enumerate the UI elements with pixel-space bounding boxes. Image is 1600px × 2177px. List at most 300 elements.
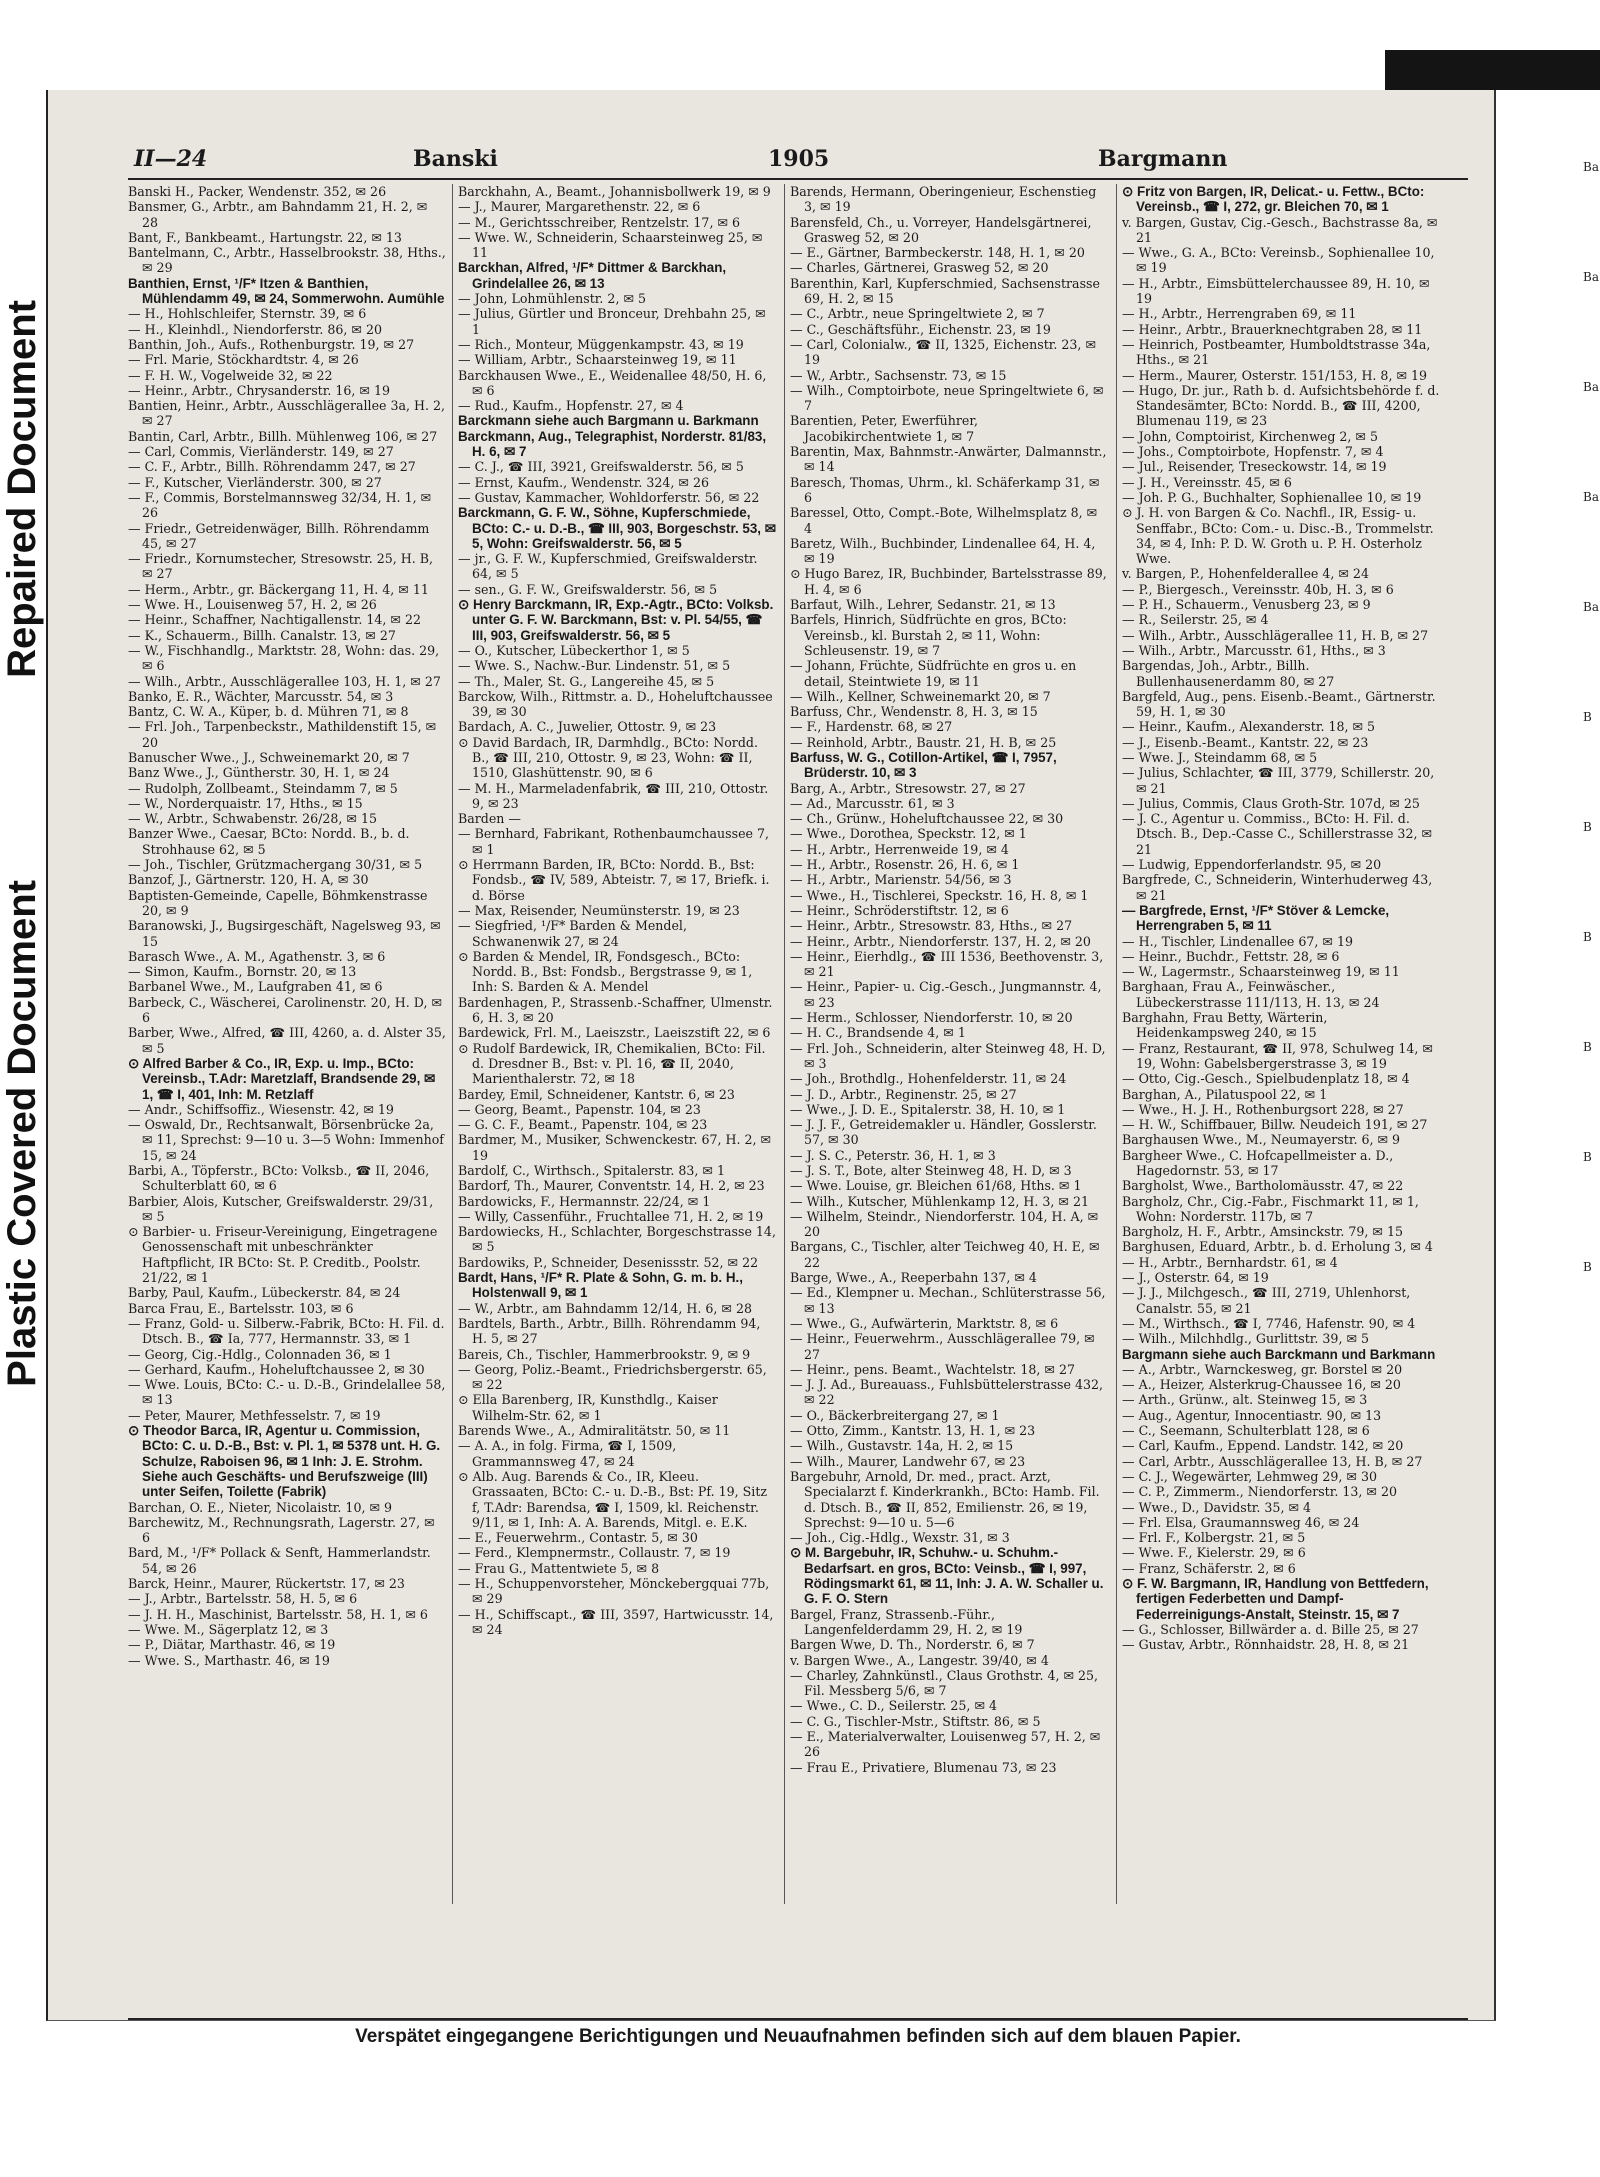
- directory-entry: — William, Arbtr., Schaarsteinweg 19, ✉ 11: [458, 352, 737, 368]
- directory-entry: Banski H., Packer, Wendenstr. 352, ✉ 26: [128, 184, 387, 199]
- directory-entry: — Joh., Brothdlg., Hohenfelderstr. 11, ✉ 24: [790, 1071, 1067, 1087]
- directory-entry: ⊙ Herrmann Barden, IR, BCto: Nordd. B., Bst: Fondsb., ☎ IV, 589, Abteistr. 7, ✉ 17, Briefk. i. d. Börse: [458, 857, 770, 903]
- directory-entry: — Wwe., H. J. H., Rothenburgsort 228, ✉ 27: [1122, 1101, 1404, 1117]
- directory-entry: — J. J. Ad., Bureauass., Fuhlsbüttelerstrasse 432, ✉ 22: [790, 1377, 1103, 1408]
- directory-entry: Baptisten-Gemeinde, Capelle, Böhmkenstrasse 20, ✉ 9: [128, 887, 428, 918]
- next-page-margin: [1505, 140, 1600, 2040]
- directory-entry: — P., Diätar, Marthastr. 46, ✉ 19: [128, 1637, 336, 1653]
- directory-entry: — Ernst, Kaufm., Wendenstr. 324, ✉ 26: [458, 474, 709, 490]
- directory-entry: — Heinr., pens. Beamt., Wachtelstr. 18, ✉ 27: [790, 1361, 1075, 1377]
- directory-entry: — H., Arbtr., Bernhardstr. 61, ✉ 4: [1122, 1254, 1338, 1270]
- directory-entry: Bargholz, H. F., Arbtr., Amsinckstr. 79, ✉ 15: [1122, 1224, 1403, 1240]
- directory-entry: — W., Arbtr., Schwabenstr. 26/28, ✉ 15: [128, 811, 377, 827]
- directory-entry: — Andr., Schiffsoffiz., Wiesenstr. 42, ✉ 19: [128, 1101, 394, 1117]
- directory-entry: Bargholst, Wwe., Bartholomäusstr. 47, ✉ 22: [1122, 1178, 1404, 1194]
- directory-entry: — Frl. F., Kolbergstr. 21, ✉ 5: [1122, 1530, 1306, 1546]
- directory-entry: — H., Arbtr., Herrengraben 69, ✉ 11: [1122, 306, 1357, 322]
- directory-entry: — Franz, Gold- u. Silberw.-Fabrik, BCto: H. Fil. d. Dtsch. B., ☎ Ia, 777, Hermannstr. 33, ✉ 1: [128, 1315, 445, 1347]
- directory-entry: Barghahn, Frau Betty, Wärterin, Heidenkampsweg 240, ✉ 15: [1122, 1010, 1328, 1041]
- directory-entry: — O., Bäckerbreitergang 27, ✉ 1: [790, 1407, 1000, 1423]
- directory-entry: — Wwe., J. D. E., Spitalerstr. 38, H. 10, ✉ 1: [790, 1101, 1066, 1117]
- directory-entry: Barck, Heinr., Maurer, Rückertstr. 17, ✉ 23: [128, 1576, 405, 1592]
- header-first-name: Banski: [413, 146, 498, 172]
- directory-entry: — Franz, Restaurant, ☎ II, 978, Schulweg 14, ✉ 19, Wohn: Gabelsbergerstrasse 3, ✉ 19: [1122, 1040, 1433, 1071]
- directory-entry: ⊙ Alb. Aug. Barends & Co., IR, Kleeu. Grassaaten, BCto: C.- u. D.-B., Bst: Pf. 19, Sitz f, T.Adr: Barendsa, ☎ I, 1509, kl. Reichenstr. 9/11, ✉ 1, Inh: A. A. Barends, Mitgl. e. E.K.: [458, 1468, 768, 1530]
- directory-entry: Banthien, Ernst, ¹/F* Itzen & Banthien, Mühlendamm 49, ✉ 24, Sommerwohn. Aumühle: [128, 275, 445, 307]
- directory-entry: — Georg, Beamt., Papenstr. 104, ✉ 23: [458, 1101, 701, 1117]
- directory-entry: — F., Kutscher, Vierländerstr. 300, ✉ 27: [128, 474, 382, 490]
- directory-entry: Barber, Wwe., Alfred, ☎ III, 4260, a. d. Alster 35, ✉ 5: [128, 1025, 446, 1056]
- directory-entry: — Jul., Reisender, Treseckowstr. 14, ✉ 19: [1122, 459, 1387, 475]
- directory-entry: — Wwe., H., Tischlerei, Speckstr. 16, H. 8, ✉ 1: [790, 887, 1089, 903]
- directory-entry: Bantien, Heinr., Arbtr., Ausschlägerallee 3a, H. 2, ✉ 27: [128, 398, 446, 429]
- directory-entry: — Aug., Agentur, Innocentiastr. 90, ✉ 13: [1122, 1407, 1382, 1423]
- directory-entry: — Wwe. W., Schneiderin, Schaarsteinweg 25, ✉ 11: [458, 229, 763, 261]
- directory-entry: Barentin, Max, Bahnmstr.-Anwärter, Dalmannstr., ✉ 14: [790, 444, 1107, 475]
- directory-entry: — C. J., Wegewärter, Lehmweg 29, ✉ 30: [1122, 1468, 1377, 1484]
- directory-entry: — Wilh., Gustavstr. 14a, H. 2, ✉ 15: [790, 1438, 1014, 1454]
- directory-entry: — H., Arbtr., Marienstr. 54/56, ✉ 3: [790, 872, 1012, 888]
- directory-entry: Banko, E. R., Wächter, Marcusstr. 54, ✉ 3: [128, 688, 394, 704]
- directory-entry: v. Bargen Wwe., A., Langestr. 39/40, ✉ 4: [790, 1652, 1049, 1668]
- directory-entry: — H., Hohlschleifer, Sternstr. 39, ✉ 6: [128, 306, 367, 322]
- side-label-strip: [0, 280, 46, 1930]
- directory-entry: Barenthin, Karl, Kupferschmied, Sachsenstrasse 69, H. 2, ✉ 15: [790, 275, 1100, 307]
- directory-entry: — F. H. W., Vogelweide 32, ✉ 22: [128, 367, 333, 383]
- directory-entry: — F., Commis, Borstelmannsweg 32/34, H. 1, ✉ 26: [128, 489, 432, 521]
- directory-entry: Barghusen, Eduard, Arbtr., b. d. Erholung 3, ✉ 4: [1122, 1239, 1433, 1255]
- page-header: [128, 138, 1468, 180]
- directory-entry: — Carl, Commis, Vierländerstr. 149, ✉ 27: [128, 444, 394, 460]
- directory-entry: — H., Arbtr., Eimsbüttelerchaussee 89, H. 10, ✉ 19: [1122, 275, 1430, 307]
- directory-entry: — Ludwig, Eppendorferlandstr. 95, ✉ 20: [1122, 857, 1382, 873]
- directory-entry: — Georg, Cig.-Hdlg., Colonnaden 36, ✉ 1: [128, 1346, 392, 1362]
- directory-page: [46, 90, 1496, 2047]
- directory-entry: — Herm., Maurer, Osterstr. 151/153, H. 8, ✉ 19: [1122, 367, 1428, 383]
- directory-entry: — Wilh., Kutscher, Mühlenkamp 12, H. 3, ✉ 21: [790, 1193, 1089, 1209]
- directory-entry: — Julius, Commis, Claus Groth-Str. 107d, ✉ 25: [1122, 795, 1420, 811]
- directory-entry: Barge, Wwe., A., Reeperbahn 137, ✉ 4: [790, 1270, 1037, 1286]
- directory-entry: — Wwe., D., Davidstr. 35, ✉ 4: [1122, 1499, 1312, 1515]
- directory-entry: Barchewitz, M., Rechnungsrath, Lagerstr. 27, ✉ 6: [128, 1514, 435, 1546]
- directory-entry: — Frl. Joh., Tarpenbeckstr., Mathildenstift 15, ✉ 20: [128, 719, 437, 750]
- directory-entry: Barbanel Wwe., M., Laufgraben 41, ✉ 6: [128, 979, 383, 995]
- directory-entry: Barensfeld, Ch., u. Vorreyer, Handelsgärtnerei, Grasweg 52, ✉ 20: [790, 214, 1092, 245]
- directory-entry: — Frl. Marie, Stöckhardtstr. 4, ✉ 26: [128, 352, 359, 368]
- directory-entry: — Ch., Grünw., Hoheluftchaussee 22, ✉ 30: [790, 811, 1064, 827]
- directory-entry: — Wwe. F., Kielerstr. 29, ✉ 6: [1122, 1545, 1306, 1561]
- directory-entry: Barghausen Wwe., M., Neumayerstr. 6, ✉ 9: [1122, 1132, 1401, 1148]
- directory-entry: — J. J., Milchgesch., ☎ III, 2719, Uhlenhorst, Canalstr. 55, ✉ 21: [1122, 1285, 1411, 1316]
- directory-entry: Bargheer Wwe., C. Hofcapellmeister a. D., Hagedornstr. 53, ✉ 17: [1122, 1147, 1394, 1178]
- directory-entry: Bardtels, Barth., Arbtr., Billh. Röhrendamm 94, H. 5, ✉ 27: [458, 1315, 761, 1347]
- directory-entry: — Wwe. S., Marthastr. 46, ✉ 19: [128, 1652, 330, 1668]
- directory-entry: — Friedr., Getreidenwäger, Billh. Röhrendamm 45, ✉ 27: [128, 520, 430, 551]
- directory-entry: — Heinr., Buchdr., Fettstr. 28, ✉ 6: [1122, 948, 1340, 964]
- directory-entry: — J. D., Arbtr., Reginenstr. 25, ✉ 27: [790, 1086, 1017, 1102]
- column-2: [458, 184, 776, 1904]
- directory-entry: Barca Frau, E., Bartelsstr. 103, ✉ 6: [128, 1300, 354, 1316]
- directory-entry: Barends, Hermann, Oberingenieur, Eschenstieg 3, ✉ 19: [790, 184, 1097, 215]
- margin-fragment: Ba: [1583, 270, 1599, 284]
- directory-entry: Barends Wwe., A., Admiralitätstr. 50, ✉ 11: [458, 1423, 731, 1439]
- directory-entry: — Wilh., Maurer, Landwehr 67, ✉ 23: [790, 1453, 1026, 1469]
- directory-entry: — Rudolph, Zollbeamt., Steindamm 7, ✉ 5: [128, 780, 398, 796]
- directory-entry: Bantin, Carl, Arbtr., Billh. Mühlenweg 106, ✉ 27: [128, 428, 438, 444]
- directory-entry: — Joh., Cig.-Hdlg., Wexstr. 31, ✉ 3: [790, 1530, 1010, 1546]
- directory-entry: — A., Arbtr., Warnckesweg, gr. Borstel ✉ 20: [1122, 1361, 1403, 1377]
- directory-entry: — H., Schuppenvorsteher, Mönckebergquai 77b, ✉ 29: [458, 1576, 770, 1607]
- directory-entry: ⊙ David Bardach, IR, Darmhdlg., BCto: Nordd. B., ☎ III, 210, Ottostr. 9, ✉ 23, Wohn: ☎ II, 1510, Glashüttenstr. 90, ✉ 6: [458, 734, 758, 781]
- side-label-plastic: Plastic Covered Document: [0, 880, 44, 1387]
- directory-entry: — Heinr., Arbtr., Chrysanderstr. 16, ✉ 19: [128, 382, 390, 398]
- directory-entry: Baretz, Wilh., Buchbinder, Lindenallee 64, H. 4, ✉ 19: [790, 535, 1096, 567]
- margin-fragment: Ba: [1583, 160, 1599, 174]
- directory-entry: ⊙ Barbier- u. Friseur-Vereinigung, Eingetragene Genossenschaft mit unbeschränkter Haftpflicht, IR BCto: St. P. Creditb., Poolstr. 21/22, ✉ 1: [128, 1224, 438, 1286]
- directory-entry: — J. H. H., Maschinist, Bartelsstr. 58, H. 1, ✉ 6: [128, 1606, 428, 1622]
- directory-entry: — Carl, Kaufm., Eppend. Landstr. 142, ✉ 20: [1122, 1438, 1404, 1454]
- directory-entry: — Gerhard, Kaufm., Hoheluftchaussee 2, ✉ 30: [128, 1361, 425, 1377]
- directory-entry: Bargebuhr, Arnold, Dr. med., pract. Arzt, Specialarzt f. Kinderkrankh., BCto: Hamb. Fil. d. Dtsch. B., ☎ II, 852, Emilienstr. 26, ✉ 19, Sprechst: 9—10 u. 5—6: [790, 1468, 1100, 1530]
- directory-entry: Bargendas, Joh., Arbtr., Billh. Bullenhausenerdamm 80, ✉ 27: [1122, 658, 1335, 689]
- directory-entry: — M., Wirthsch., ☎ I, 7746, Hafenstr. 90, ✉ 4: [1122, 1315, 1416, 1331]
- directory-entry: — E., Feuerwehrm., Contastr. 5, ✉ 30: [458, 1530, 698, 1546]
- directory-entry: — H., Tischler, Lindenallee 67, ✉ 19: [1122, 933, 1353, 949]
- directory-entry: — W., Arbtr., am Bahndamm 12/14, H. 6, ✉ 28: [458, 1300, 753, 1316]
- directory-entry: — J. H., Vereinsstr. 45, ✉ 6: [1122, 474, 1292, 490]
- directory-entry: Bardenhagen, P., Strassenb.-Schaffner, Ulmenstr. 6, H. 3, ✉ 20: [458, 994, 773, 1026]
- directory-entry: Bardowiecks, H., Schlachter, Borgeschstrasse 14, ✉ 5: [458, 1224, 776, 1255]
- directory-entry: ⊙ Henry Barckmann, IR, Exp.-Agtr., BCto: Volksb. unter G. F. W. Barckmann, Bst: v. Pl. 54/55, ☎ III, 903, Greifswalderstr. 56, ✉ 5: [458, 597, 774, 643]
- directory-entry: — H., Kleinhdl., Niendorferstr. 86, ✉ 20: [128, 321, 383, 337]
- directory-entry: — W., Arbtr., Sachsenstr. 73, ✉ 15: [790, 367, 1007, 383]
- directory-entry: Bard, M., ¹/F* Pollack & Senft, Hammerlandstr. 54, ✉ 26: [128, 1545, 431, 1576]
- directory-entry: Barbi, A., Töpferstr., BCto: Volksb., ☎ II, 2046, Schulterblatt 60, ✉ 6: [128, 1163, 430, 1194]
- directory-entry: ⊙ Alfred Barber & Co., IR, Exp. u. Imp., BCto: Vereinsb., T.Adr: Maretzlaff, Brandsende 29, ✉ 1, ☎ I, 401, Inh: M. Retzlaff: [128, 1055, 436, 1102]
- directory-entry: Barfuss, W. G., Cotillon-Artikel, ☎ I, 7957, Brüderstr. 10, ✉ 3: [790, 749, 1057, 781]
- directory-entry: — Wwe. Louis, BCto: C.- u. D.-B., Grindelallee 58, ✉ 13: [128, 1377, 446, 1408]
- directory-entry: Baresch, Thomas, Uhrm., kl. Schäferkamp 31, ✉ 6: [790, 474, 1100, 505]
- directory-entry: — F., Hardenstr. 68, ✉ 27: [790, 719, 953, 735]
- directory-entry: — Reinhold, Arbtr., Baustr. 21, H. B, ✉ 25: [790, 734, 1057, 750]
- directory-entry: — Simon, Kaufm., Bornstr. 20, ✉ 13: [128, 964, 357, 980]
- directory-entry: — Wwe. M., Sägerplatz 12, ✉ 3: [128, 1621, 329, 1637]
- directory-entry: Barckmann siehe auch Bargmann u. Barkmann: [458, 413, 759, 429]
- directory-entry: — Rich., Monteur, Müggenkampstr. 43, ✉ 19: [458, 336, 744, 352]
- directory-entry: — Heinrich, Postbeamter, Humboldtstrasse 34a, Hths., ✉ 21: [1122, 336, 1431, 368]
- directory-entry: — Johann, Früchte, Südfrüchte en gros u. en detail, Steintwiete 19, ✉ 11: [790, 658, 1077, 689]
- directory-entry: Bantelmann, C., Arbtr., Hasselbrookstr. 38, Hths., ✉ 29: [128, 245, 446, 276]
- directory-entry: — Charles, Gärtnerei, Grasweg 52, ✉ 20: [790, 260, 1049, 276]
- directory-entry: Barfaut, Wilh., Lehrer, Sedanstr. 21, ✉ 13: [790, 597, 1056, 613]
- directory-entry: — John, Lohmühlenstr. 2, ✉ 5: [458, 291, 647, 307]
- directory-entry: — W., Fischhandlg., Marktstr. 28, Wohn: das. 29, ✉ 6: [128, 642, 440, 674]
- directory-entry: Banzof, J., Gärtnerstr. 120, H. A, ✉ 30: [128, 872, 369, 888]
- directory-entry: — H. C., Brandsende 4, ✉ 1: [790, 1025, 966, 1041]
- directory-entry: — Wwe., G. A., BCto: Vereinsb., Sophienallee 10, ✉ 19: [1122, 245, 1435, 276]
- directory-entry: — Arth., Grünw., alt. Steinweg 15, ✉ 3: [1122, 1392, 1368, 1408]
- directory-entry: — Th., Maler, St. G., Langereihe 45, ✉ 5: [458, 673, 715, 689]
- directory-entry: Bardey, Emil, Schneidener, Kantstr. 6, ✉ 23: [458, 1086, 735, 1102]
- directory-entry: — Joh. P. G., Buchhalter, Sophienallee 10, ✉ 19: [1122, 489, 1422, 505]
- directory-entry: — H., Schiffscapt., ☎ III, 3597, Hartwicusstr. 14, ✉ 24: [458, 1606, 774, 1637]
- directory-entry: Bardolf, C., Wirthsch., Spitalerstr. 83, ✉ 1: [458, 1163, 726, 1178]
- margin-fragment: Ba: [1583, 600, 1599, 614]
- directory-entry: — P. H., Schauerm., Venusberg 23, ✉ 9: [1122, 597, 1371, 613]
- directory-entry: ⊙ Theodor Barca, IR, Agentur u. Commission, BCto: C. u. D.-B., Bst: v. Pl. 1, ✉ 5378 unt. H. G. Schulze, Raboisen 96, ✉ 1 Inh: J. E. Strohm. Siehe auch Geschäfts- und Berufszweige (III) unter Seifen, Toilette (Fabrik): [128, 1423, 441, 1500]
- directory-entry: Bargmann siehe auch Barckmann und Barkmann: [1122, 1346, 1436, 1362]
- directory-entry: Barchan, O. E., Nieter, Nicolaistr. 10, ✉ 9: [128, 1499, 393, 1515]
- directory-entry: — Carl, Arbtr., Ausschlägerallee 13, H. B, ✉ 27: [1122, 1453, 1423, 1469]
- directory-entry: Bargfeld, Aug., pens. Eisenb.-Beamt., Gärtnerstr. 59, H. 1, ✉ 30: [1122, 688, 1436, 720]
- directory-entry: Bardmer, M., Musiker, Schwenckestr. 67, H. 2, ✉ 19: [458, 1132, 772, 1163]
- directory-entry: — Wwe. Louise, gr. Bleichen 61/68, Hths. ✉ 1: [790, 1178, 1082, 1194]
- margin-fragment: B: [1583, 820, 1592, 834]
- directory-entry: — J., Eisenb.-Beamt., Kantstr. 22, ✉ 23: [1122, 734, 1369, 750]
- directory-entry: Banz Wwe., J., Güntherstr. 30, H. 1, ✉ 24: [128, 765, 390, 781]
- directory-entry: — Gustav, Arbtr., Rönnhaidstr. 28, H. 8, ✉ 21: [1122, 1637, 1410, 1653]
- footer-notice: Verspätet eingegangene Berichtigungen und Neuaufnahmen befinden sich auf dem blauen Papier.: [128, 2018, 1468, 2048]
- margin-fragment: B: [1583, 1150, 1592, 1164]
- page-number: II—24: [134, 146, 208, 172]
- directory-entry: — Wwe. H., Louisenweg 57, H. 2, ✉ 26: [128, 597, 377, 613]
- directory-entry: — Wwe., C. D., Seilerstr. 25, ✉ 4: [790, 1698, 998, 1714]
- directory-entry: — Julius, Gürtler und Bronceur, Drehbahn 25, ✉ 1: [458, 306, 766, 337]
- directory-entry: v. Bargen, P., Hohenfelderallee 4, ✉ 24: [1122, 566, 1369, 582]
- directory-entry: Barghan, A., Pilatuspool 22, ✉ 1: [1122, 1086, 1328, 1102]
- directory-entry: — R., Seilerstr. 25, ✉ 4: [1122, 612, 1269, 628]
- directory-entry: — Herm., Schlosser, Niendorferstr. 10, ✉ 20: [790, 1010, 1073, 1026]
- directory-entry: — Heinr., Papier- u. Cig.-Gesch., Jungmannstr. 4, ✉ 23: [790, 979, 1102, 1010]
- directory-entry: ⊙ J. H. von Bargen & Co. Nachfl., IR, Essig- u. Senffabr., BCto: Com.- u. Disc.-B., Trommelstr. 34, ✉ 4, Inh: P. D. W. Groth u. P. H. Osterholz Wwe.: [1122, 505, 1434, 567]
- directory-entry: Barckhan, Alfred, ¹/F* Dittmer & Barckhan, Grindelallee 26, ✉ 13: [458, 260, 727, 291]
- directory-entry: — Wwe. J., Steindamm 68, ✉ 5: [1122, 749, 1318, 765]
- directory-entry: — Georg, Poliz.-Beamt., Friedrichsbergerstr. 65, ✉ 22: [458, 1361, 767, 1393]
- directory-entry: Bargen Wwe, D. Th., Norderstr. 6, ✉ 7: [790, 1637, 1035, 1653]
- directory-entry: Bargel, Franz, Strassenb.-Führ., Langenfelderdamm 29, H. 2, ✉ 19: [790, 1606, 1023, 1637]
- margin-fragment: Ba: [1583, 380, 1599, 394]
- directory-entry: — Herm., Arbtr., gr. Bäckergang 11, H. 4, ✉ 11: [128, 581, 429, 597]
- side-label-repaired: Repaired Document: [0, 300, 44, 678]
- directory-entry: Bardorf, Th., Maurer, Conventstr. 14, H. 2, ✉ 23: [458, 1178, 765, 1194]
- directory-entry: Bantz, C. W. A., Küper, b. d. Mühren 71, ✉ 8: [128, 704, 409, 720]
- directory-entry: — Frau E., Privatiere, Blumenau 73, ✉ 23: [790, 1759, 1057, 1775]
- directory-entry: Bant, F., Bankbeamt., Hartungstr. 22, ✉ 13: [128, 229, 402, 245]
- directory-entry: Barckhahn, A., Beamt., Johannisbollwerk 19, ✉ 9: [458, 184, 771, 199]
- directory-entry: Bargfrede, C., Schneiderin, Winterhuderweg 43, ✉ 21: [1122, 872, 1433, 903]
- directory-entry: — C., Seemann, Schulterblatt 128, ✉ 6: [1122, 1423, 1370, 1439]
- directory-columns: [128, 184, 1468, 1904]
- header-year: 1905: [768, 146, 830, 172]
- directory-entry: — H., Arbtr., Herrenweide 19, ✉ 4: [790, 841, 1009, 857]
- directory-entry: — J. C., Agentur u. Commiss., BCto: H. Fil. d. Dtsch. B., Dep.-Casse C., Schillerstrasse 32, ✉ 21: [1122, 811, 1433, 857]
- directory-entry: ⊙ Hugo Barez, IR, Buchbinder, Bartelsstrasse 89, H. 4, ✉ 6: [790, 566, 1107, 597]
- directory-entry: Barasch Wwe., A. M., Agathenstr. 3, ✉ 6: [128, 948, 386, 964]
- column-3: [790, 184, 1108, 1904]
- directory-entry: — Hugo, Dr. jur., Rath b. d. Aufsichtsbehörde f. d. Standesämter, BCto: Nordd. B., ☎ III, 4200, Blumenau 119, ✉ 23: [1122, 382, 1440, 429]
- directory-entry: — Franz, Schäferstr. 2, ✉ 6: [1122, 1560, 1296, 1576]
- directory-entry: Barckhausen Wwe., E., Weidenallee 48/50, H. 6, ✉ 6: [458, 367, 767, 398]
- directory-entry: — Johs., Comptoirbote, Hopfenstr. 7, ✉ 4: [1122, 444, 1384, 460]
- directory-entry: — Willy, Cassenführ., Fruchtallee 71, H. 2, ✉ 19: [458, 1208, 764, 1224]
- directory-entry: — Rud., Kaufm., Hopfenstr. 27, ✉ 4: [458, 398, 684, 414]
- directory-entry: Banthin, Joh., Aufs., Rothenburgstr. 19, ✉ 27: [128, 336, 415, 352]
- directory-entry: ⊙ Barden & Mendel, IR, Fondsgesch., BCto: Nordd. B., Bst: Fondsb., Bergstrasse 9, ✉ 1, Inh: S. Barden & A. Mendel: [458, 948, 753, 995]
- directory-entry: — J., Maurer, Margarethenstr. 22, ✉ 6: [458, 199, 701, 215]
- margin-fragment: B: [1583, 1040, 1592, 1054]
- directory-entry: — M., Gerichtsschreiber, Rentzelstr. 17, ✉ 6: [458, 214, 741, 230]
- directory-entry: — Heinr., Kaufm., Alexanderstr. 18, ✉ 5: [1122, 719, 1376, 735]
- margin-fragment: Ba: [1583, 490, 1599, 504]
- directory-entry: — Ad., Marcusstr. 61, ✉ 3: [790, 795, 955, 811]
- directory-entry: — Wilhelm, Steindr., Niendorferstr. 104, H. A, ✉ 20: [790, 1208, 1099, 1240]
- directory-entry: — J. J. F., Getreidemakler u. Händler, Gosslerstr. 57, ✉ 30: [790, 1117, 1097, 1148]
- margin-fragment: B: [1583, 710, 1592, 724]
- directory-entry: Baranowski, J., Bugsirgeschäft, Nagelsweg 93, ✉ 15: [128, 918, 441, 949]
- directory-entry: ⊙ Ella Barenberg, IR, Kunsthdlg., Kaiser Wilhelm-Str. 62, ✉ 1: [458, 1392, 718, 1423]
- margin-fragment: B: [1583, 1260, 1592, 1274]
- directory-entry: Bardt, Hans, ¹/F* R. Plate & Sohn, G. m. b. H., Holstenwall 9, ✉ 1: [458, 1270, 743, 1301]
- directory-entry: Barfuss, Chr., Wendenstr. 8, H. 3, ✉ 15: [790, 704, 1038, 720]
- directory-entry: Barby, Paul, Kaufm., Lübeckerstr. 84, ✉ 24: [128, 1285, 401, 1301]
- directory-entry: — sen., G. F. W., Greifswalderstr. 56, ✉ 5: [458, 581, 718, 597]
- directory-entry: — Frl. Joh., Schneiderin, alter Steinweg 48, H. D, ✉ 3: [790, 1040, 1106, 1071]
- directory-entry: — Ferd., Klempnermstr., Collaustr. 7, ✉ 19: [458, 1545, 731, 1561]
- directory-entry: Bargholz, Chr., Cig.-Fabr., Fischmarkt 11, ✉ 1, Wohn: Norderstr. 117b, ✉ 7: [1122, 1193, 1419, 1224]
- directory-entry: — G. C. F., Beamt., Papenstr. 104, ✉ 23: [458, 1117, 708, 1133]
- directory-entry: Bargans, C., Tischler, alter Teichweg 40, H. E, ✉ 22: [790, 1239, 1100, 1270]
- directory-entry: — Otto, Cig.-Gesch., Spielbudenplatz 18, ✉ 4: [1122, 1071, 1410, 1087]
- directory-entry: — C. G., Tischler-Mstr., Stiftstr. 86, ✉ 5: [790, 1713, 1041, 1729]
- directory-entry: — G., Schlosser, Billwärder a. d. Bille 25, ✉ 27: [1122, 1621, 1419, 1637]
- directory-entry: — Bernhard, Fabrikant, Rothenbaumchaussee 7, ✉ 1: [458, 826, 770, 857]
- directory-entry: — Bargfrede, Ernst, ¹/F* Stöver & Lemcke, Herrengraben 5, ✉ 11: [1122, 902, 1390, 934]
- directory-entry: — J. S. C., Peterstr. 36, H. 1, ✉ 3: [790, 1147, 996, 1163]
- directory-entry: Bardowicks, F., Hermannstr. 22/24, ✉ 1: [458, 1193, 711, 1209]
- directory-entry: — E., Materialverwalter, Louisenweg 57, H. 2, ✉ 26: [790, 1728, 1101, 1760]
- directory-entry: — Heinr., Arbtr., Brauerknechtgraben 28, ✉ 11: [1122, 321, 1423, 337]
- directory-entry: — Julius, Schlachter, ☎ III, 3779, Schillerstr. 20, ✉ 21: [1122, 765, 1435, 796]
- directory-entry: — K., Schauerm., Billh. Canalstr. 13, ✉ 27: [128, 627, 396, 643]
- directory-entry: — A., Heizer, Alsterkrug-Chaussee 16, ✉ 20: [1122, 1377, 1401, 1393]
- directory-entry: — C. F., Arbtr., Billh. Röhrendamm 247, ✉ 27: [128, 459, 416, 475]
- column-divider: [452, 184, 453, 1904]
- directory-entry: — J., Arbtr., Bartelsstr. 58, H. 5, ✉ 6: [128, 1591, 358, 1607]
- column-divider: [784, 184, 785, 1904]
- header-last-name: Bargmann: [1098, 146, 1228, 172]
- directory-entry: Bardowiks, P., Schneider, Desenissstr. 52, ✉ 22: [458, 1254, 759, 1270]
- directory-entry: — Peter, Maurer, Methfesselstr. 7, ✉ 19: [128, 1407, 381, 1423]
- directory-entry: — Heinr., Schröderstiftstr. 12, ✉ 6: [790, 902, 1009, 918]
- directory-entry: — Wilh., Arbtr., Ausschlägerallee 103, H. 1, ✉ 27: [128, 673, 441, 689]
- directory-entry: — Otto, Zimm., Kantstr. 13, H. 1, ✉ 23: [790, 1423, 1036, 1439]
- directory-entry: ⊙ M. Bargebuhr, IR, Schuhw.- u. Schuhm.-Bedarfsart. en gros, BCto: Veinsb., ☎ I, 997, Rödingsmarkt 61, ✉ 11, Inh: J. A. W. Schaller u. G. F. O. Stern: [790, 1545, 1104, 1607]
- directory-entry: Banuscher Wwe., J., Schweinemarkt 20, ✉ 7: [128, 749, 410, 765]
- directory-entry: — Carl, Colonialw., ☎ II, 1325, Eichenstr. 23, ✉ 19: [790, 336, 1096, 368]
- directory-entry: Barg, A., Arbtr., Stresowstr. 27, ✉ 27: [790, 780, 1026, 796]
- directory-entry: Barentien, Peter, Ewerführer, Jacobikirchentwiete 1, ✉ 7: [790, 413, 978, 444]
- directory-entry: — C. P., Zimmerm., Niendorferstr. 13, ✉ 20: [1122, 1484, 1397, 1500]
- directory-entry: — M. H., Marmeladenfabrik, ☎ III, 210, Ottostr. 9, ✉ 23: [458, 780, 769, 811]
- directory-entry: — Wwe., Dorothea, Speckstr. 12, ✉ 1: [790, 826, 1027, 842]
- directory-entry: — Heinr., Schaffner, Nachtigallenstr. 14, ✉ 22: [128, 612, 422, 628]
- directory-entry: — W., Norderquaistr. 17, Hths., ✉ 15: [128, 795, 363, 811]
- directory-entry: — jr., G. F. W., Kupferschmied, Greifswalderstr. 64, ✉ 5: [458, 551, 758, 582]
- directory-entry: — Frl. Elsa, Graumannsweg 46, ✉ 24: [1122, 1514, 1360, 1530]
- directory-entry: — Wwe., G., Aufwärterin, Marktstr. 8, ✉ 6: [790, 1315, 1059, 1331]
- directory-entry: — W., Lagermstr., Schaarsteinweg 19, ✉ 11: [1122, 964, 1400, 980]
- directory-entry: — Wilh., Arbtr., Marcusstr. 61, Hths., ✉ 3: [1122, 642, 1386, 658]
- directory-entry: — Siegfried, ¹/F* Barden & Mendel, Schwanenwik 27, ✉ 24: [458, 918, 687, 949]
- directory-entry: — H., Arbtr., Rosenstr. 26, H. 6, ✉ 1: [790, 857, 1020, 873]
- directory-entry: Barbeck, C., Wäscherei, Carolinenstr. 20, H. D, ✉ 6: [128, 994, 442, 1026]
- directory-entry: Bareis, Ch., Tischler, Hammerbrookstr. 9, ✉ 9: [458, 1346, 751, 1362]
- directory-entry: — Wilh., Kellner, Schweinemarkt 20, ✉ 7: [790, 688, 1051, 704]
- directory-entry: Barckmann, G. F. W., Söhne, Kupferschmiede, BCto: C.- u. D.-B., ☎ III, 903, Borgeschstr. 53, ✉ 5, Wohn: Greifswalderstr. 56, ✉ 5: [458, 505, 776, 551]
- directory-entry: — J. S. T., Bote, alter Steinweg 48, H. D, ✉ 3: [790, 1163, 1072, 1178]
- directory-entry: Bardewick, Frl. M., Laeiszstr., Laeiszstift 22, ✉ 6: [458, 1025, 771, 1041]
- page-content: [128, 138, 1468, 2047]
- column-4: [1122, 184, 1440, 1904]
- directory-entry: — Gustav, Kammacher, Wohldorferstr. 56, ✉ 22: [458, 489, 760, 505]
- directory-entry: — H. W., Schiffbauer, Billw. Neudeich 191, ✉ 27: [1122, 1117, 1428, 1133]
- directory-entry: ⊙ Fritz von Bargen, IR, Delicat.- u. Fettw., BCto: Vereinsb., ☎ I, 272, gr. Bleichen 70, ✉ 1: [1122, 184, 1425, 215]
- directory-entry: — J., Osterstr. 64, ✉ 19: [1122, 1270, 1269, 1286]
- directory-entry: — E., Gärtner, Barmbeckerstr. 148, H. 1, ✉ 20: [790, 245, 1085, 261]
- directory-entry: Barden —: [458, 811, 522, 827]
- scan-edge: [1385, 50, 1600, 90]
- directory-entry: Barfels, Hinrich, Südfrüchte en gros, BCto: Vereinsb., kl. Burstah 2, ✉ 11, Wohn: Schleusenstr. 19, ✉ 7: [790, 612, 1067, 658]
- directory-entry: — Charley, Zahnkünstl., Claus Grothstr. 4, ✉ 25, Fil. Messberg 5/6, ✉ 7: [790, 1667, 1099, 1699]
- directory-entry: — Wilh., Arbtr., Ausschlägerallee 11, H. B, ✉ 27: [1122, 627, 1429, 643]
- directory-entry: — Joh., Tischler, Grützmachergang 30/31, ✉ 5: [128, 857, 423, 873]
- directory-entry: — A. A., in folg. Firma, ☎ I, 1509, Grammannsweg 47, ✉ 24: [458, 1438, 677, 1469]
- directory-entry: — C., Geschäftsführ., Eichenstr. 23, ✉ 19: [790, 321, 1051, 337]
- directory-entry: — C. J., ☎ III, 3921, Greifswalderstr. 56, ✉ 5: [458, 459, 744, 475]
- directory-entry: — Oswald, Dr., Rechtsanwalt, Börsenbrücke 2a, ✉ 11, Sprechst: 9—10 u. 3—5 Wohn: Immenhof 15, ✉ 24: [128, 1117, 444, 1163]
- directory-entry: ⊙ F. W. Bargmann, IR, Handlung von Bettfedern, fertigen Federbetten und Dampf-Federreinigungs-Anstalt, Steinstr. 15, ✉ 7: [1122, 1576, 1429, 1622]
- directory-entry: — O., Kutscher, Lübeckerthor 1, ✉ 5: [458, 642, 690, 658]
- directory-entry: Barghaan, Frau A., Feinwäscher., Lübeckerstrasse 111/113, H. 13, ✉ 24: [1122, 979, 1380, 1010]
- directory-entry: — Wilh., Comptoirbote, neue Springeltwiete 6, ✉ 7: [790, 382, 1104, 414]
- directory-entry: ⊙ Rudolf Bardewick, IR, Chemikalien, BCto: Fil. d. Dresdner B., Bst: v. Pl. 16, ☎ II, 2040, Marienthalerstr. 72, ✉ 18: [458, 1040, 766, 1087]
- directory-entry: — Max, Reisender, Neumünsterstr. 19, ✉ 23: [458, 902, 740, 918]
- directory-entry: — Wilh., Milchhdlg., Gurlittstr. 39, ✉ 5: [1122, 1331, 1370, 1347]
- column-1: [128, 184, 446, 1904]
- directory-entry: — C., Arbtr., neue Springeltwiete 2, ✉ 7: [790, 306, 1045, 322]
- directory-entry: — P., Biergesch., Vereinsstr. 40b, H. 3, ✉ 6: [1122, 581, 1394, 597]
- directory-entry: Banzer Wwe., Caesar, BCto: Nordd. B., b. d. Strohhause 62, ✉ 5: [128, 826, 410, 857]
- directory-entry: — Heinr., Feuerwehrm., Ausschlägerallee 79, ✉ 27: [790, 1331, 1095, 1362]
- directory-entry: — Friedr., Kornumstecher, Stresowstr. 25, H. B, ✉ 27: [128, 551, 434, 582]
- directory-entry: — Heinr., Arbtr., Niendorferstr. 137, H. 2, ✉ 20: [790, 933, 1091, 949]
- directory-entry: Barckow, Wilh., Rittmstr. a. D., Hoheluftchaussee 39, ✉ 30: [458, 688, 773, 720]
- directory-entry: Baressel, Otto, Compt.-Bote, Wilhelmsplatz 8, ✉ 4: [790, 505, 1098, 536]
- directory-entry: — Ed., Klempner u. Mechan., Schlüterstrasse 56, ✉ 13: [790, 1285, 1106, 1316]
- directory-entry: Barckmann, Aug., Telegraphist, Norderstr. 81/83, H. 6, ✉ 7: [458, 428, 767, 460]
- directory-entry: — Frau G., Mattentwiete 5, ✉ 8: [458, 1560, 660, 1576]
- directory-entry: v. Bargen, Gustav, Cig.-Gesch., Bachstrasse 8a, ✉ 21: [1122, 214, 1438, 245]
- directory-entry: — Wwe. S., Nachw.-Bur. Lindenstr. 51, ✉ 5: [458, 658, 731, 674]
- directory-entry: Barbier, Alois, Kutscher, Greifswalderstr. 29/31, ✉ 5: [128, 1193, 434, 1224]
- directory-entry: — Heinr., Eierhdlg., ☎ III 1536, Beethovenstr. 3, ✉ 21: [790, 948, 1104, 980]
- directory-entry: — John, Comptoirist, Kirchenweg 2, ✉ 5: [1122, 428, 1378, 444]
- margin-fragment: B: [1583, 930, 1592, 944]
- directory-entry: Bansmer, G., Arbtr., am Bahndamm 21, H. 2, ✉ 28: [128, 199, 428, 230]
- directory-entry: Bardach, A. C., Juwelier, Ottostr. 9, ✉ 23: [458, 719, 717, 735]
- column-divider: [1116, 184, 1117, 1904]
- directory-entry: — Heinr., Arbtr., Stresowstr. 83, Hths., ✉ 27: [790, 918, 1073, 934]
